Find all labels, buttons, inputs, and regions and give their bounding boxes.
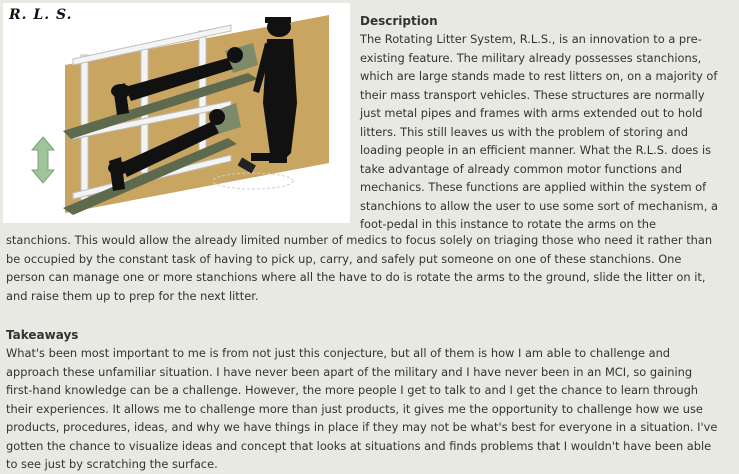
description-line: their mass transport vehicles. These structures are normally bbox=[360, 87, 705, 102]
description-line: stanchions to allow the user to use some sort of mechanism, a bbox=[360, 198, 718, 213]
description-line: litters. This still leaves us with the problem of storing and bbox=[360, 124, 688, 139]
description-line: which are large stands made to rest litters on, on a majority of bbox=[360, 69, 718, 83]
description-column bbox=[360, 12, 736, 234]
description-text-right bbox=[360, 30, 736, 234]
takeaways-line: approach these unfamiliar situation. I have never been apart of the military and I have never been in an MCI, so gaining bbox=[6, 364, 693, 379]
takeaways-line: their experiences. It allows me to challenge more than just products, it gives me the opportunity to challenge how we use bbox=[6, 401, 703, 416]
description-line: The Rotating Litter System, R.L.S., is an innovation to a pre- bbox=[360, 32, 702, 46]
description-line: take advantage of already common motor functions and bbox=[360, 161, 683, 176]
figure-title: R. L. S. bbox=[9, 7, 73, 23]
takeaways-line: to see just by scratching the surface. bbox=[6, 457, 218, 471]
description-line: just metal pipes and frames with arms extended out to hold bbox=[360, 106, 703, 120]
description-line: foot-pedal in this instance to rotate the arms on the bbox=[360, 217, 656, 231]
description-continued bbox=[6, 231, 738, 305]
takeaways-heading: Takeaways bbox=[6, 328, 79, 342]
rls-illustration bbox=[3, 3, 350, 223]
description-line: person can manage one or more stanchions where all the have to do is rotate the arms to the ground, slide the litter on it, bbox=[6, 270, 706, 284]
up-down-arrow-icon bbox=[32, 137, 54, 183]
takeaways-section bbox=[6, 326, 738, 474]
description-line: mechanics. These functions are applied within the system of bbox=[360, 180, 707, 194]
description-line: existing feature. The military already possesses stanchions, bbox=[360, 50, 702, 65]
description-line: stanchions. This would allow the already limited number of medics to focus solely on triaging those who need it rather than bbox=[6, 233, 713, 247]
rls-drawing bbox=[3, 3, 350, 223]
description-line: be occupied by the constant task of having to pick up, carry, and safely put someone on one of these stanchions. One bbox=[6, 251, 682, 266]
takeaways-line: products, procedures, ideas, and why we have things in place if they may not be what's best for everyone in a situation. I've bbox=[6, 420, 718, 434]
description-line: and raise them up to prep for the next litter. bbox=[6, 288, 259, 303]
description-line: loading people in an efficient manner. What the R.L.S. does is bbox=[360, 143, 712, 157]
takeaways-line: gotten the chance to visualize ideas and concept that looks at situations and finds problems that I wouldn't have been able bbox=[6, 438, 712, 453]
takeaways-line: first-hand knowledge can be a challenge. However, the more people I get to talk to and I get the chance to learn through bbox=[6, 383, 699, 397]
description-heading: Description bbox=[360, 14, 438, 28]
takeaways-line: What's been most important to me is from not just this conjecture, but all of them is how I am able to challenge and bbox=[6, 346, 671, 360]
